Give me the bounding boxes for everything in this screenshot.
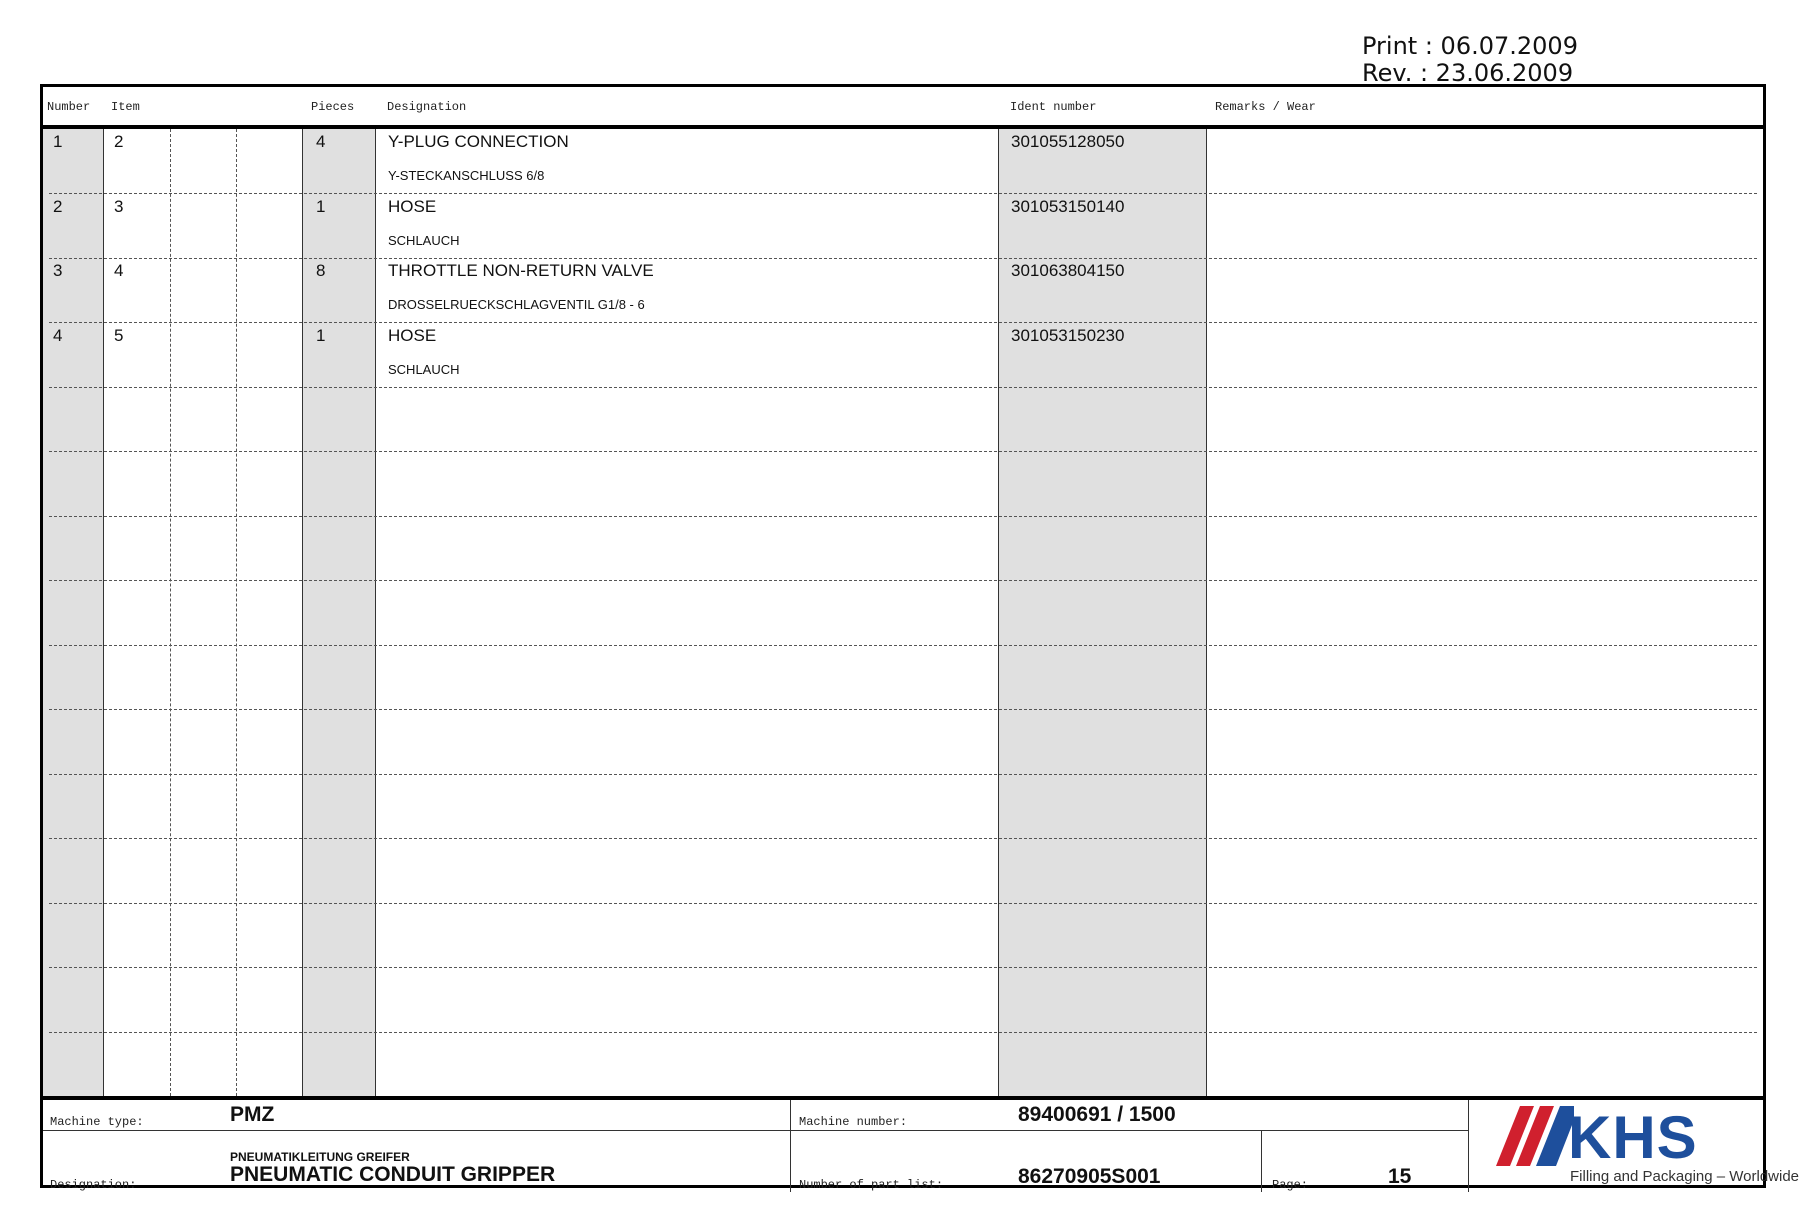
number-column-shade — [43, 129, 103, 1096]
row-number: 2 — [53, 197, 63, 216]
row-designation-german: SCHLAUCH — [388, 233, 460, 248]
part-list-value: 86270905S001 — [1018, 1165, 1161, 1188]
part-list-sheet — [40, 84, 1800, 1192]
table-header — [43, 87, 1763, 129]
row-item: 3 — [114, 197, 124, 216]
row-divider — [49, 774, 1757, 775]
revision-date: Rev. : 23.06.2009 — [1362, 59, 1574, 87]
row-item: 4 — [114, 261, 124, 280]
column-divider — [998, 129, 999, 1096]
column-divider — [1206, 129, 1207, 1096]
row-divider — [49, 1032, 1757, 1033]
part-list-label: Number of part list: — [799, 1178, 944, 1192]
row-divider — [49, 709, 1757, 710]
row-ident-number: 301053150140 — [1011, 197, 1125, 216]
machine-type-value: PMZ — [230, 1103, 275, 1126]
designation-value: PNEUMATIC CONDUIT GRIPPER — [230, 1163, 556, 1186]
header-number: Number — [47, 100, 91, 114]
title-block-divider — [1261, 1130, 1262, 1192]
row-divider — [49, 645, 1757, 646]
column-divider — [170, 129, 171, 1096]
row-divider — [49, 967, 1757, 968]
column-divider — [103, 129, 104, 1096]
row-number: 4 — [53, 326, 63, 345]
header-ident-number: Ident number — [1010, 100, 1097, 114]
header-pieces: Pieces — [311, 100, 355, 114]
row-pieces: 1 — [316, 197, 326, 216]
khs-logo — [1468, 1100, 1800, 1192]
row-designation-german: Y-STECKANSCHLUSS 6/8 — [388, 168, 545, 183]
column-divider — [236, 129, 237, 1096]
row-ident-number: 301063804150 — [1011, 261, 1125, 280]
row-item: 5 — [114, 326, 124, 345]
page-number: 15 — [1388, 1165, 1412, 1188]
row-divider — [49, 387, 1757, 388]
row-designation: Y-PLUG CONNECTION — [388, 132, 569, 151]
row-designation-german: DROSSELRUECKSCHLAGVENTIL G1/8 - 6 — [388, 297, 645, 312]
header-item: Item — [111, 100, 140, 114]
column-divider — [302, 129, 303, 1096]
designation-german: PNEUMATIKLEITUNG GREIFER — [230, 1150, 410, 1164]
row-divider — [49, 903, 1757, 904]
machine-number-label: Machine number: — [799, 1115, 908, 1129]
row-pieces: 4 — [316, 132, 326, 151]
row-designation: HOSE — [388, 197, 437, 216]
row-ident-number: 301055128050 — [1011, 132, 1125, 151]
logo-tagline: Filling and Packaging – Worldwide — [1570, 1168, 1800, 1185]
header-designation: Designation — [387, 100, 467, 114]
row-number: 1 — [53, 132, 63, 151]
print-info — [1362, 33, 1578, 87]
page-label: Page: — [1272, 1178, 1309, 1192]
header-remarks: Remarks / Wear — [1215, 100, 1316, 114]
row-divider — [49, 580, 1757, 581]
print-date: Print : 06.07.2009 — [1362, 32, 1578, 60]
row-number: 3 — [53, 261, 63, 280]
logo-brand: KHS — [1568, 1104, 1698, 1171]
row-ident-number: 301053150230 — [1011, 326, 1125, 345]
machine-type-label: Machine type: — [50, 1115, 144, 1129]
row-item: 2 — [114, 132, 124, 151]
table-body — [43, 129, 1763, 1096]
row-pieces: 8 — [316, 261, 326, 280]
row-divider — [49, 258, 1757, 259]
row-divider — [49, 193, 1757, 194]
row-designation: HOSE — [388, 326, 437, 345]
row-designation: THROTTLE NON-RETURN VALVE — [388, 261, 654, 280]
machine-number-value: 89400691 / 1500 — [1018, 1103, 1176, 1126]
pieces-column-shade — [302, 129, 375, 1096]
title-block — [43, 1096, 1800, 1192]
row-divider — [49, 322, 1757, 323]
designation-label: Designation: — [50, 1178, 137, 1192]
title-block-divider — [43, 1130, 1468, 1131]
row-divider — [49, 451, 1757, 452]
title-block-divider — [790, 1100, 791, 1192]
row-divider — [49, 516, 1757, 517]
row-designation-german: SCHLAUCH — [388, 362, 460, 377]
row-divider — [49, 838, 1757, 839]
row-pieces: 1 — [316, 326, 326, 345]
column-divider — [375, 129, 376, 1096]
